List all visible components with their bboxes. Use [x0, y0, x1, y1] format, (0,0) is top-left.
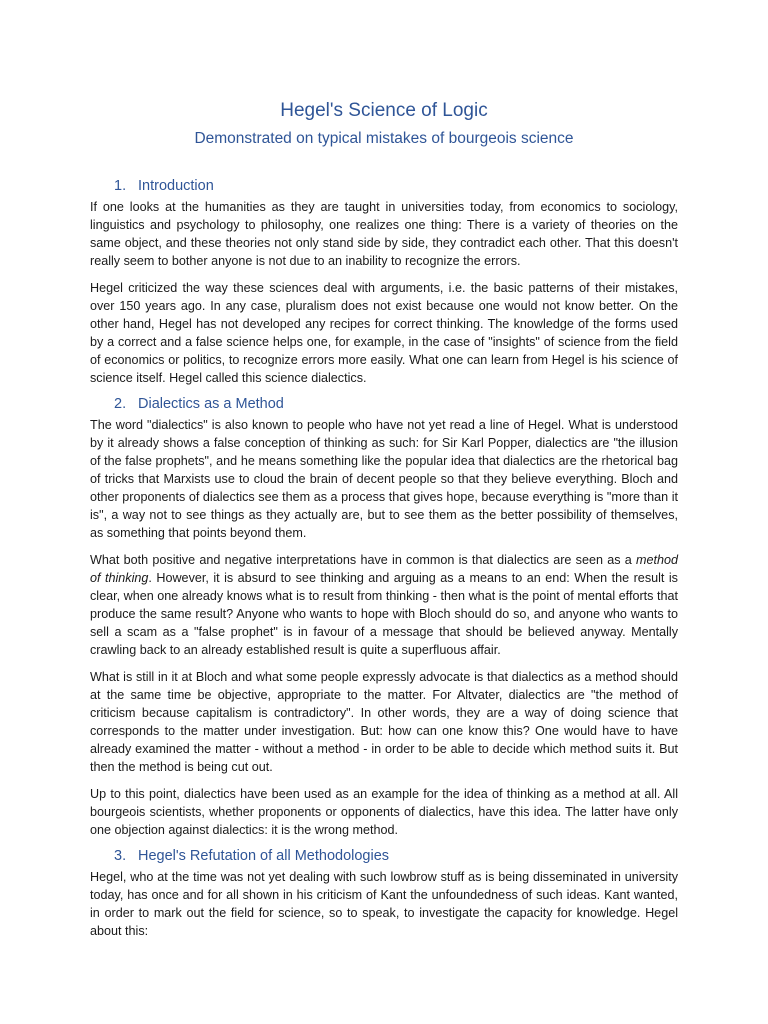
paragraph: What is still in it at Bloch and what some people expressly advocate is that dialectics as a method should at the same time be objective, appropriate to the matter. For Altvater, dialectics are "the method of criticism because capitalism is contradictory". In other words, they are a way of doing science that corresponds to the matter under investigation. But: how can one know this? One would have to have already examined the matter - without a method - in order to be able to decide which method suits it. But then the method is being cut out. [90, 670, 678, 774]
paragraph-text: . However, it is absurd to see thinking and arguing as a means to an end: When the result is clear, when one already knows what is to result from thinking - then what is the point of mental efforts that produce the same result? Anyone who wants to hope with Bloch should do so, and anyone who wants to sell a scam as a "false prophet" is in favour of a message that should be believed anyway. Mentally crawling back to an already established result is quite a superfluous affair. [90, 571, 678, 657]
section-heading [90, 396, 678, 412]
section-heading-text: Hegel's Refutation of all Methodologies [138, 848, 390, 864]
section-number: 1. [114, 178, 127, 194]
paragraph: If one looks at the humanities as they are taught in universities today, from economics to sociology, linguistics and psychology to philosophy, one realizes one thing: There is a variety of theories on the same object, and these theories not only stand side by side, they contradict each other. That this doesn't really seem to bother anyone is not due to an inability to recognize the errors. [90, 200, 678, 268]
emphasis-text: method of thinking [90, 553, 678, 585]
section-heading [90, 848, 678, 864]
paragraph-text: What both positive and negative interpretations have in common is that dialectics are seen as a [90, 553, 636, 567]
document-subtitle: Demonstrated on typical mistakes of bourgeois science [194, 130, 574, 147]
section-refutation-of-methodologies [90, 848, 678, 940]
paragraph: Hegel criticized the way these sciences deal with arguments, i.e. the basic patterns of their mistakes, over 150 years ago. In any case, pluralism does not exist because one would not know better. On the other hand, Hegel has not developed any recipes for correct thinking. The knowledge of the forms used by a correct and a false science helps one, for example, in the case of "insights" of science from the field of economics or politics, to recognize errors more easily. What one can learn from Hegel is his science of science itself. Hegel called this science dialectics. [90, 281, 678, 385]
document-title: Hegel's Science of Logic [280, 100, 488, 121]
section-heading-text: Dialectics as a Method [138, 396, 284, 412]
section-introduction [90, 178, 678, 387]
section-number: 3. [114, 848, 127, 864]
paragraph: Up to this point, dialectics have been used as an example for the idea of thinking as a method at all. All bourgeois scientists, whether proponents or opponents of dialectics, have this idea. The latter have only one objection against dialectics: it is the wrong method. [90, 787, 678, 837]
section-number: 2. [114, 396, 127, 412]
section-dialectics-as-method [90, 396, 678, 839]
paragraph: The word "dialectics" is also known to people who have not yet read a line of Hegel. What is understood by it already shows a false conception of thinking as such: for Sir Karl Popper, dialectics are "the illusion of the false prophets", and he means something like the popular idea that dialectics are the rhetorical bag of tricks that Marxists use to cloud the brain of decent people so that they believe everything. Bloch and other proponents of dialectics see them as a process that gives hope, because everything is "more than it is", a way not to see things as they actually are, but to see them as the better possibility of themselves, as something that points beyond them. [90, 418, 678, 540]
paragraph: Hegel, who at the time was not yet dealing with such lowbrow stuff as is being disseminated in university today, has once and for all shown in his criticism of Kant the unfoundedness of such ideas. Kant wanted, in order to mark out the field for science, so to speak, to investigate the capacity for knowledge. Hegel about this: [90, 870, 678, 938]
paragraph [90, 551, 678, 659]
section-heading-text: Introduction [138, 178, 214, 194]
section-heading [90, 178, 678, 194]
